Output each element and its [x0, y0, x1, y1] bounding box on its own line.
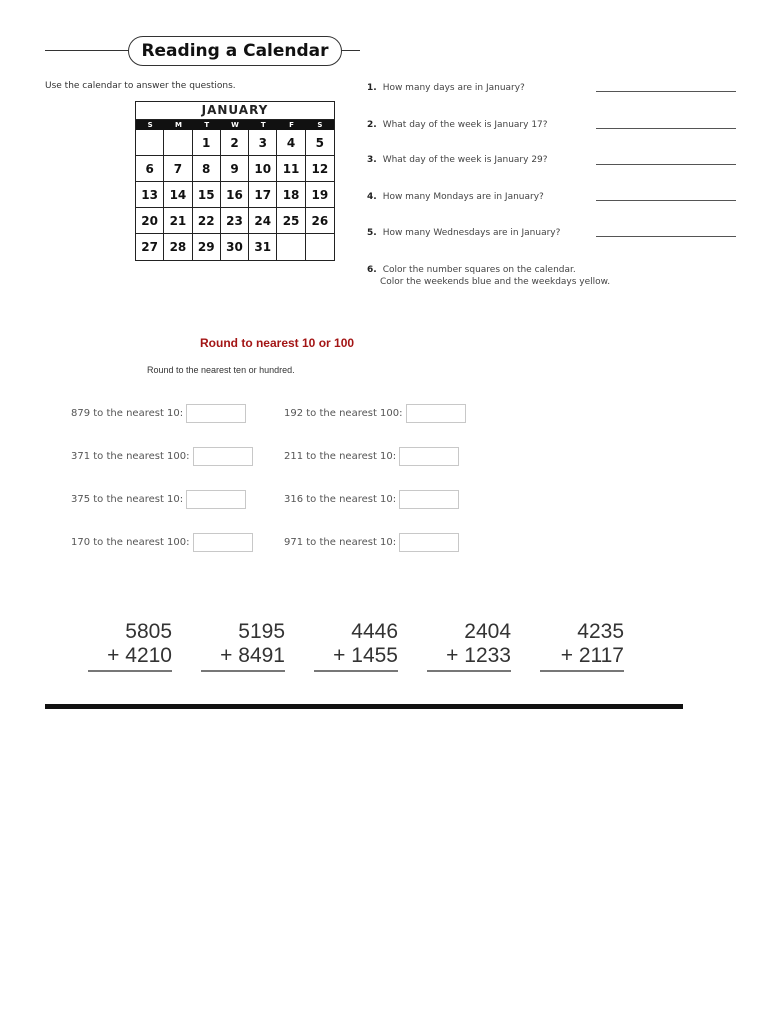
- rounding-title: Round to nearest 10 or 100: [200, 336, 355, 350]
- page-title: Reading a Calendar: [128, 36, 342, 66]
- calendar-day-cell[interactable]: 3: [249, 130, 277, 156]
- calendar-day-cell[interactable]: 13: [136, 182, 164, 208]
- answer-box[interactable]: [399, 533, 459, 552]
- question-3: 3. What day of the week is January 29?: [367, 155, 548, 165]
- answer-box[interactable]: [399, 490, 459, 509]
- addition-problem: 4235 + 2117: [540, 620, 624, 672]
- answer-box[interactable]: [186, 490, 246, 509]
- sum-line[interactable]: [314, 670, 398, 672]
- calendar-month: JANUARY: [136, 102, 334, 120]
- section-divider: [45, 704, 683, 709]
- calendar-day-cell[interactable]: 12: [306, 156, 334, 182]
- question-1: 1. How many days are in January?: [367, 83, 525, 93]
- addition-problem: 4446 + 1455: [314, 620, 398, 672]
- question-4: 4. How many Mondays are in January?: [367, 192, 544, 202]
- weekday-label: M: [174, 121, 182, 129]
- calendar-day-cell[interactable]: 6: [136, 156, 164, 182]
- calendar-day-cell[interactable]: 16: [221, 182, 249, 208]
- calendar-day-cell[interactable]: 17: [249, 182, 277, 208]
- calendar-day-cell[interactable]: 14: [164, 182, 192, 208]
- question-6: 6. Color the number squares on the calendar. Color the weekends blue and the weekdays yellow.: [367, 265, 611, 287]
- instructions: Use the calendar to answer the questions.: [45, 81, 236, 91]
- calendar-day-cell[interactable]: 24: [249, 208, 277, 234]
- answer-line-3[interactable]: [596, 164, 736, 165]
- calendar-day-cell[interactable]: 15: [193, 182, 221, 208]
- weekday-label: F: [289, 121, 294, 129]
- answer-line-1[interactable]: [596, 91, 736, 92]
- weekday-label: W: [231, 121, 239, 129]
- calendar-day-cell[interactable]: 19: [306, 182, 334, 208]
- calendar-day-cell[interactable]: 23: [221, 208, 249, 234]
- weekday-label: T: [260, 121, 266, 129]
- weekday-label: T: [204, 121, 210, 129]
- calendar-day-cell[interactable]: 18: [277, 182, 305, 208]
- addition-problem: 5195 + 8491: [201, 620, 285, 672]
- title-rule-right: [340, 50, 360, 51]
- rounding-question: 211 to the nearest 10:: [284, 447, 459, 466]
- calendar-day-cell[interactable]: 10: [249, 156, 277, 182]
- calendar-day-cell[interactable]: 25: [277, 208, 305, 234]
- calendar-day-cell[interactable]: 26: [306, 208, 334, 234]
- rounding-question: 371 to the nearest 100:: [71, 447, 253, 466]
- calendar-day-cell[interactable]: 9: [221, 156, 249, 182]
- addition-problem: 5805 + 4210: [88, 620, 172, 672]
- rounding-question: 879 to the nearest 10:: [71, 404, 246, 423]
- answer-box[interactable]: [399, 447, 459, 466]
- rounding-question: 375 to the nearest 10:: [71, 490, 246, 509]
- weekday-label: S: [147, 121, 153, 129]
- addition-problem: 2404 + 1233: [427, 620, 511, 672]
- calendar-weekday-header: [136, 120, 334, 130]
- calendar-day-cell[interactable]: 27: [136, 234, 164, 260]
- answer-box[interactable]: [193, 533, 253, 552]
- answer-box[interactable]: [186, 404, 246, 423]
- calendar-day-cell[interactable]: 30: [221, 234, 249, 260]
- calendar-day-cell[interactable]: 21: [164, 208, 192, 234]
- sum-line[interactable]: [540, 670, 624, 672]
- sum-line[interactable]: [88, 670, 172, 672]
- calendar-day-cell[interactable]: 31: [249, 234, 277, 260]
- calendar-day-cell[interactable]: [306, 234, 334, 260]
- title-rule-left: [45, 50, 129, 51]
- question-2: 2. What day of the week is January 17?: [367, 120, 548, 130]
- calendar-day-cell[interactable]: [277, 234, 305, 260]
- sum-line[interactable]: [427, 670, 511, 672]
- sum-line[interactable]: [201, 670, 285, 672]
- answer-line-2[interactable]: [596, 128, 736, 129]
- rounding-subtitle: Round to the nearest ten or hundred.: [147, 365, 295, 375]
- answer-line-4[interactable]: [596, 200, 736, 201]
- calendar-day-cell[interactable]: 1: [193, 130, 221, 156]
- calendar-day-cell[interactable]: 8: [193, 156, 221, 182]
- weekday-label: S: [317, 121, 323, 129]
- calendar-grid: [136, 130, 334, 260]
- calendar: [135, 101, 335, 261]
- calendar-day-cell[interactable]: 28: [164, 234, 192, 260]
- answer-box[interactable]: [193, 447, 253, 466]
- question-5: 5. How many Wednesdays are in January?: [367, 228, 561, 238]
- calendar-day-cell[interactable]: 29: [193, 234, 221, 260]
- answer-box[interactable]: [406, 404, 466, 423]
- rounding-question: 971 to the nearest 10:: [284, 533, 459, 552]
- rounding-question: 316 to the nearest 10:: [284, 490, 459, 509]
- calendar-day-cell[interactable]: 2: [221, 130, 249, 156]
- calendar-day-cell[interactable]: 4: [277, 130, 305, 156]
- calendar-day-cell[interactable]: 5: [306, 130, 334, 156]
- calendar-day-cell[interactable]: 20: [136, 208, 164, 234]
- calendar-day-cell[interactable]: [136, 130, 164, 156]
- rounding-question: 170 to the nearest 100:: [71, 533, 253, 552]
- answer-line-5[interactable]: [596, 236, 736, 237]
- calendar-day-cell[interactable]: 7: [164, 156, 192, 182]
- calendar-day-cell[interactable]: [164, 130, 192, 156]
- calendar-day-cell[interactable]: 11: [277, 156, 305, 182]
- calendar-day-cell[interactable]: 22: [193, 208, 221, 234]
- rounding-question: 192 to the nearest 100:: [284, 404, 466, 423]
